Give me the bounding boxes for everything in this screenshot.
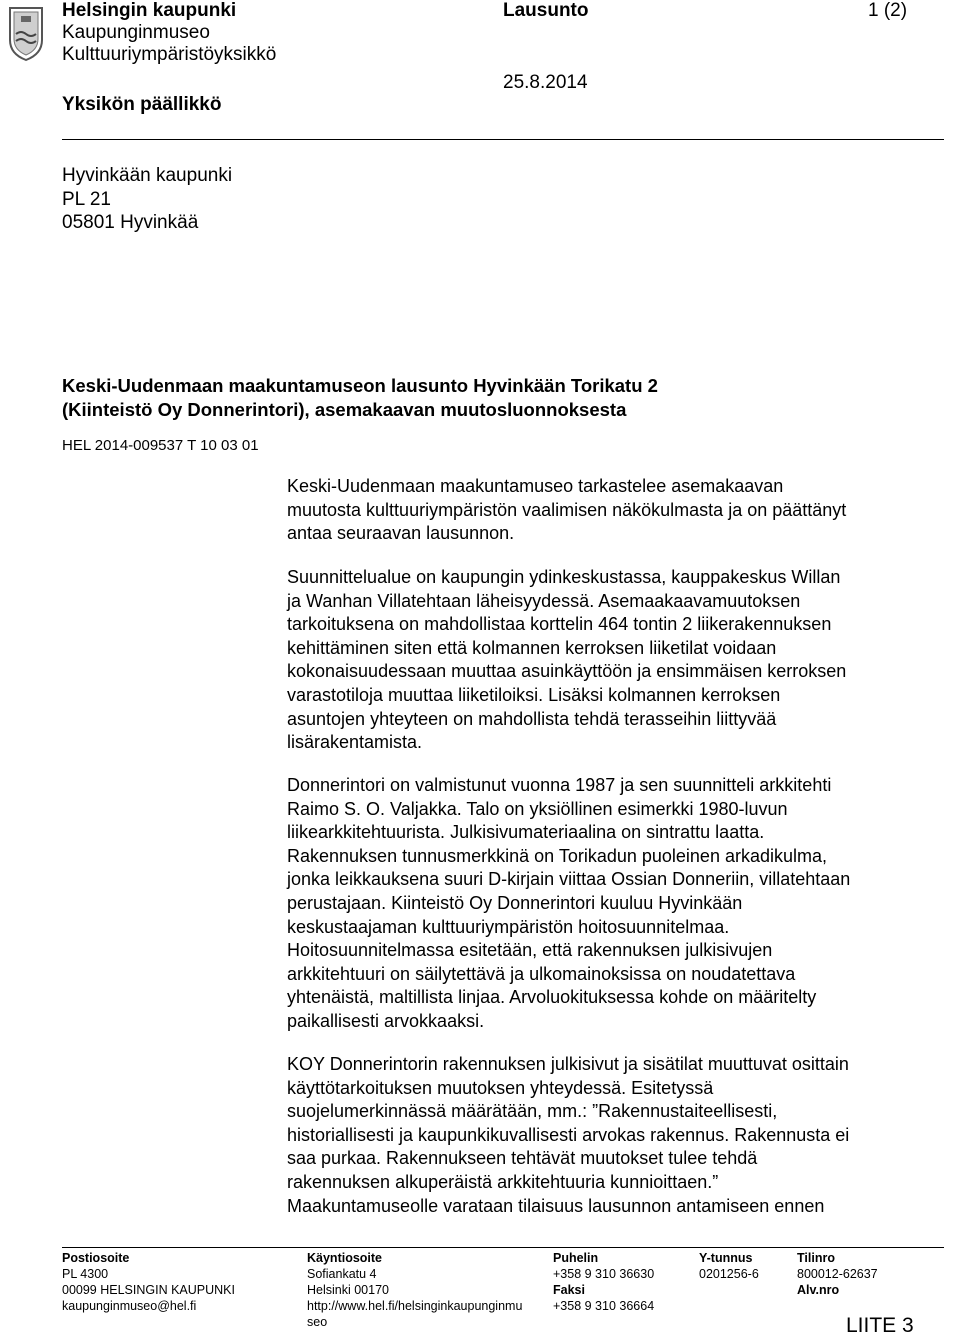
paragraph-line: kokonaisuudessaan muuttaa asuinkäyttöön ja ensimmäisen kerroksen — [287, 661, 847, 682]
recipient-line: 05801 Hyvinkää — [62, 212, 199, 234]
footer-visiting-address — [307, 1250, 522, 1330]
paragraph-line: historiallisesti ja kaupunkikuvallisesti arvokas rakennus. Rakennusta ei — [287, 1124, 850, 1145]
paragraph-line: Raimo S. O. Valjakka. Talo on yksiöllinen esimerkki 1980-luvun — [287, 798, 788, 819]
attachment-label: LIITE 3 — [846, 1314, 914, 1337]
paragraph — [287, 1053, 947, 1218]
footer-divider — [62, 1247, 944, 1248]
footer-website-link[interactable]: http://www.hel.fi/helsinginkaupunginmu — [307, 1299, 523, 1313]
footer-value: 800012-62637 — [797, 1267, 878, 1281]
footer-account — [797, 1250, 878, 1298]
footer-value: Helsinki 00170 — [307, 1283, 389, 1297]
footer-title: Puhelin — [553, 1251, 599, 1265]
footer-value: PL 4300 — [62, 1267, 109, 1281]
footer-postal-address — [62, 1250, 235, 1314]
organization-city: Helsingin kaupunki — [62, 0, 237, 21]
paragraph-line: muutosta kulttuuriympäristön vaalimisen näkökulmasta ja on päättänyt — [287, 499, 847, 520]
paragraph — [287, 566, 947, 755]
paragraph-line: ja Wanhan Villatehtaan läheisyydessä. Asemaakaavamuutoksen — [287, 590, 801, 611]
paragraph-line: Donnerintori on valmistunut vuonna 1987 ja sen suunnitteli arkkitehti — [287, 775, 832, 795]
paragraph-line: saa purkaa. Rakennukseen tehtävät muutokset tulee tehdä — [287, 1148, 758, 1169]
recipient-address — [62, 164, 232, 235]
document-date: 25.8.2014 — [503, 72, 588, 93]
paragraph-line: tarkoituksena on mahdollistaa korttelin 464 tontin 2 liikerakennuksen — [287, 614, 832, 635]
paragraph-line: Rakennuksen tunnusmerkkinä on Torikadun puoleinen arkadikulma, — [287, 845, 827, 866]
paragraph-line: Hoitosuunnitelmassa esitetään, että rakennuksen julkisivujen — [287, 940, 773, 961]
paragraph-line: asuntojen yhteyteen on mahdollista tehdä terasseihin liittyvää — [287, 708, 777, 729]
paragraph-line: keskustaajaman kulttuuriympäristön hoitosuunnitelmaa. — [287, 916, 730, 937]
footer-value: 00099 HELSINGIN KAUPUNKI — [62, 1283, 235, 1297]
paragraph-line: antaa seuraavan lausunnon. — [287, 523, 515, 544]
paragraph-line: Maakuntamuseolle varataan tilaisuus lausunnon antamiseen ennen — [287, 1195, 825, 1216]
footer-email-link[interactable]: kaupunginmuseo@hel.fi — [62, 1299, 197, 1313]
paragraph-line: varastotiloja muuttaa liiketiloiksi. Lisäksi kolmannen kerroksen — [287, 684, 781, 705]
recipient-line: PL 21 — [62, 188, 111, 210]
page-number: 1 (2) — [868, 0, 908, 21]
footer-value: Sofiankatu 4 — [307, 1267, 377, 1281]
footer-business-id — [699, 1250, 759, 1282]
footer-value: +358 9 310 36664 — [553, 1299, 655, 1313]
helsinki-coat-of-arms-icon — [4, 4, 48, 64]
paragraph-line: kehittäminen siten että kolmannen kerroksen liiketilat voidaan — [287, 637, 777, 658]
organization-block — [62, 0, 276, 66]
footer-title: Faksi — [553, 1283, 585, 1297]
organization-museum: Kaupunginmuseo — [62, 22, 210, 43]
footer-title: Käyntiosoite — [307, 1251, 383, 1265]
paragraph-line: käyttötarkoituksen muutoksen yhteydessä. Esitetyssä — [287, 1077, 714, 1098]
paragraph-line: perustajaan. Kiinteistö Oy Donnerintori kuuluu Hyvinkään — [287, 892, 743, 913]
footer-phone — [553, 1250, 654, 1314]
paragraph-line: lisärakentamista. — [287, 732, 423, 753]
paragraph-line: rakennuksen alkuperäistä arkkitehtuuria kunnioittaen.” — [287, 1171, 719, 1192]
paragraph — [287, 774, 947, 1034]
paragraph-line: suojelumerkinnässä määrätään, mm.: ”Rakennustaiteellisesti, — [287, 1101, 778, 1122]
footer-title: Alv.nro — [797, 1283, 840, 1297]
paragraph-line: Keski-Uudenmaan maakuntamuseo tarkastelee asemakaavan — [287, 476, 784, 496]
subject — [62, 374, 658, 421]
paragraph-line: paikallisesti arvokkaaksi. — [287, 1010, 485, 1031]
sender-role: Yksikön päällikkö — [62, 94, 222, 115]
document-type: Lausunto — [503, 0, 589, 21]
paragraph-line: jonka leikkauksena suuri D-kirjain viittaa Ossian Donneriin, villatehtaan — [287, 869, 851, 890]
paragraph — [287, 475, 947, 546]
subject-line: Keski-Uudenmaan maakuntamuseon lausunto Hyvinkään Torikatu 2 — [62, 375, 658, 396]
header-divider — [62, 139, 944, 140]
paragraph-line: yhtenäistä, maltillista linjaa. Arvoluokituksessa kohde on määritelty — [287, 987, 817, 1008]
paragraph-line: liikearkkitehtuurista. Julkisivumateriaalina on sintrattu laatta. — [287, 822, 765, 843]
subject-line: (Kiinteistö Oy Donnerintori), asemakaavan muutosluonnoksesta — [62, 398, 627, 420]
footer-title: Tilinro — [797, 1251, 835, 1265]
recipient-line: Hyvinkään kaupunki — [62, 165, 233, 186]
organization-unit: Kulttuuriympäristöyksikkö — [62, 44, 277, 65]
paragraph-line: arkkitehtuuri on säilytettävä ja ulkomainoksissa on noudatettava — [287, 963, 796, 984]
reference-number: HEL 2014-009537 T 10 03 01 — [62, 437, 259, 454]
footer-title: Postiosoite — [62, 1251, 130, 1265]
footer-title: Y-tunnus — [699, 1251, 753, 1265]
paragraph-line: KOY Donnerintorin rakennuksen julkisivut ja sisätilat muuttuvat osittain — [287, 1054, 849, 1074]
paragraph-line: Suunnittelualue on kaupungin ydinkeskustassa, kauppakeskus Willan — [287, 567, 841, 587]
footer-value: +358 9 310 36630 — [553, 1267, 655, 1281]
footer-value: 0201256-6 — [699, 1267, 759, 1281]
footer-website-link[interactable]: seo — [307, 1315, 328, 1329]
